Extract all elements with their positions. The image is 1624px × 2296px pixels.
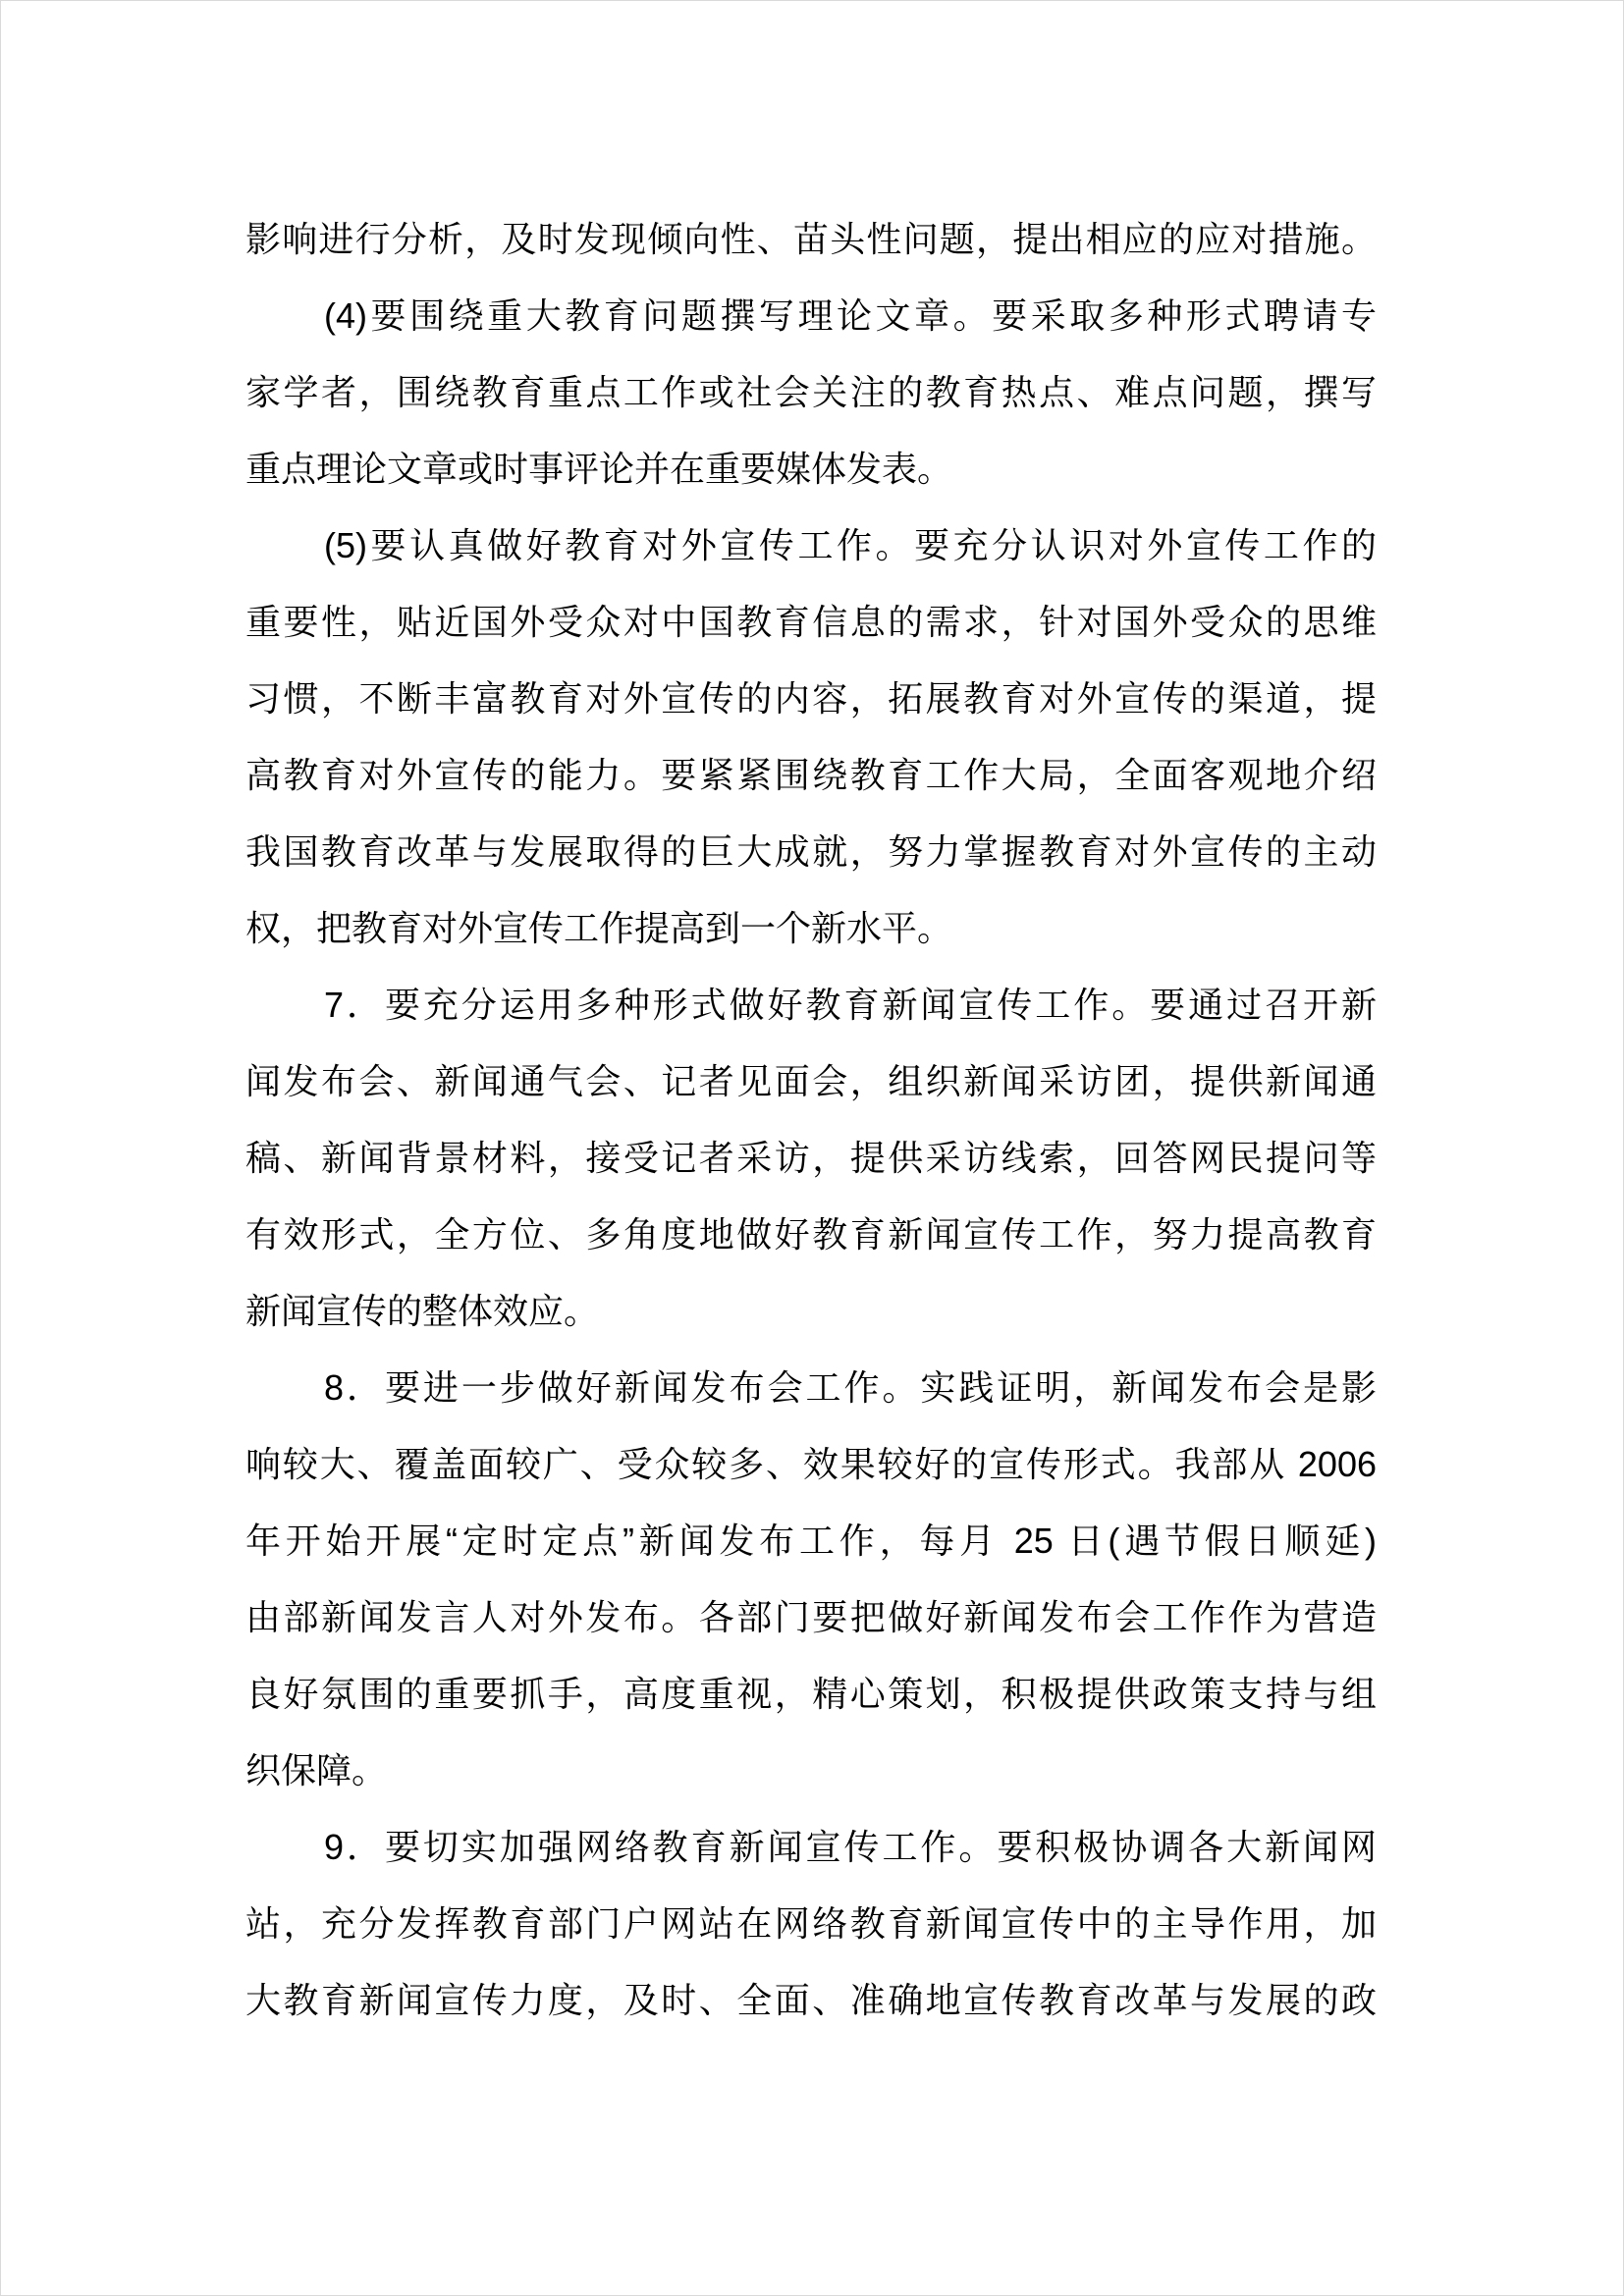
document-line: 良好氛围的重要抓手，高度重视，精心策划，积极提供政策支持与组 [245,1674,1377,1714]
document-line: 有效形式，全方位、多角度地做好教育新闻宣传工作，努力提高教育 [245,1214,1377,1255]
document-line: 影响进行分析，及时发现倾向性、苗头性问题，提出相应的应对措施。 [245,219,1377,259]
document-line: 重要性，贴近国外受众对中国教育信息的需求，针对国外受众的思维 [245,602,1377,642]
document-line: 站，充分发挥教育部门户网站在网络教育新闻宣传中的主导作用，加 [245,1903,1377,1944]
document-line: 织保障。 [245,1750,388,1790]
document-line: 重点理论文章或时事评论并在重要媒体发表。 [245,449,953,489]
document-line: 闻发布会、新闻通气会、记者见面会，组织新闻采访团，提供新闻通 [245,1061,1377,1101]
document-line: 我国教育改革与发展取得的巨大成就，努力掌握教育对外宣传的主动 [245,831,1377,872]
document-line: 新闻宣传的整体效应。 [245,1291,600,1331]
document-text-block [245,201,1377,2039]
document-line: 9．要切实加强网络教育新闻宣传工作。要积极协调各大新闻网 [324,1827,1377,1867]
document-line: 由部新闻发言人对外发布。各部门要把做好新闻发布会工作作为营造 [245,1597,1377,1637]
document-line: 权，把教育对外宣传工作提高到一个新水平。 [245,908,953,948]
document-line: 8．要进一步做好新闻发布会工作。实践证明，新闻发布会是影 [324,1367,1377,1408]
document-line: 响较大、覆盖面较广、受众较多、效果较好的宣传形式。我部从 2006 [245,1444,1377,1484]
document-line: 7．要充分运用多种形式做好教育新闻宣传工作。要通过召开新 [324,985,1377,1025]
document-line: 习惯，不断丰富教育对外宣传的内容，拓展教育对外宣传的渠道，提 [245,678,1377,719]
document-line: 稿、新闻背景材料，接受记者采访，提供采访线索，回答网民提问等 [245,1138,1377,1178]
document-line: 高教育对外宣传的能力。要紧紧围绕教育工作大局，全面客观地介绍 [245,755,1377,795]
document-line: (4)要围绕重大教育问题撰写理论文章。要采取多种形式聘请专 [324,295,1377,336]
document-line: 大教育新闻宣传力度，及时、全面、准确地宣传教育改革与发展的政 [245,1980,1377,2020]
document-line: 家学者，围绕教育重点工作或社会关注的教育热点、难点问题，撰写 [245,372,1377,412]
document-line: (5)要认真做好教育对外宣传工作。要充分认识对外宣传工作的 [324,525,1377,565]
document-line: 年开始开展“定时定点”新闻发布工作，每月 25 日(遇节假日顺延) [245,1521,1377,1561]
